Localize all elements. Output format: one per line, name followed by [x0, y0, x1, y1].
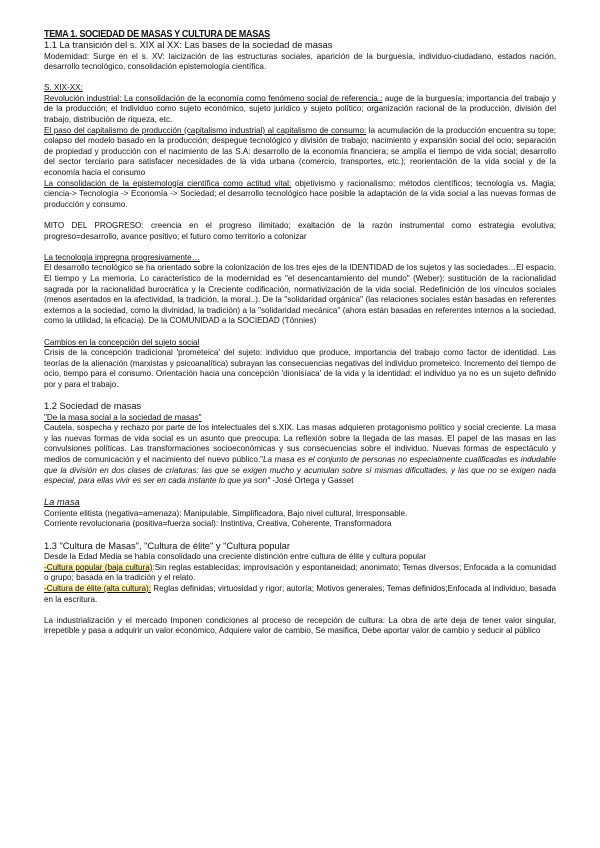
ortega-author: -José Ortega y Gasset	[270, 476, 354, 486]
section-1-2-subheading: "De la masa social a la sociedad de masas"	[44, 412, 202, 422]
corriente-revolucionaria: Corriente revolucionaria (positiva=fuerza social): Instintiva, Creativa, Coherente, Transformadora	[44, 519, 392, 529]
document-title: TEMA 1. SOCIEDAD DE MASAS Y CULTURA DE MASAS	[44, 28, 270, 40]
revolucion-industrial-text: auge de la burguesía; importancia del trabajo y de la producción; el Individuo como sujeto económico, sujeto jurídico y sujeto político; organización racional de la producción, división del trabajo, distribución de riqueza, etc.	[44, 93, 557, 125]
cultura-elite-text: Reglas definidas; virtuosidad y rigor; autoría; Motivos generales; Temas definidos;Enfocada al individuo; basada en la escritura.	[44, 583, 557, 604]
section-1-3-heading: 1.3 "Cultura de Masas", "Cultura de élite" y "Cultura popular	[44, 540, 290, 551]
section-1-1-heading: 1.1 La transición del s. XIX al XX: Las bases de la sociedad de masas	[44, 40, 333, 50]
cultura-elite-label: -Cultura de élite (alta cultura):	[44, 583, 152, 593]
sujeto-paragraph: Crisis de la concepción tradicional 'prometeica' del sujeto: individuo que produce, importancia del trabajo como factor de identidad. Las teorías de la alienación (marxistas y psicoanalítica) subrayan las consecuencias negativas del individuo prometeico. Incremento del tiempo de ocio, tiempo para el consumo. Orientación hacia una concepción 'dionisíaca' de la vida y la identidad: el individuo ya no es un sujeto definido por y para el trabajo.	[44, 348, 556, 389]
epistemologia-paragraph	[44, 179, 556, 211]
mito-progreso-paragraph: MITO DEL PROGRESO: creencia en el progreso ilimitado; exaltación de la razón instrumental como estrategia evolutiva; progreso=desarrollo, avance positivo; el futuro como territorio a colonizar	[44, 221, 556, 241]
epistemologia-text: objetivismo y racionalismo; métodos científicos; tecnología vs. Magia; ciencia-> Tecnología -> Economía -> Sociedad; el desarrollo tecnológico hace posible la adaptación de la vida social a las nuevas formas de producción y consumo.	[44, 178, 556, 209]
siglos-heading: S. XIX-XX:	[44, 83, 83, 93]
capitalismo-text: la acumulación de la producción encuentra su tope; colapso del modelo basado en la producción; despegue tecnológico y división de trabajo; nacimiento y expansión social del ocio; separación de propiedad y producción con el nacimiento de las S.A: desarrollo de la economía financiera; se amplía el tiempo de vida social; desarrollo del sector terciario para satisfacer necesidades de la vida urbana (comercio, transportes, etc.); reorientación de la vida social y de la economía hacia el consumo	[44, 125, 556, 178]
ortega-quote: La masa es el conjunto de personas no especialmente cualificadas es indudable que la división en dos clases de criaturas: las que se exigen mucho y acumulan sobre sí mismas dificultades, y las que no se exigen nada especial, para ellas vivir es ser en cada instante lo que ya son"	[44, 454, 557, 486]
capitalismo-paragraph	[44, 126, 556, 179]
sociedad-masas-text: Cautela, sospecha y rechazo por parte de los intelectuales del s.XIX. Las masas adquieren protagonismo político y social creciente. La masa y las nuevas formas de vida social es un asunto que preocupa. La reflexión sobre la llegada de las masas. El papel de las masas en las convulsiones políticas. Las transformaciones socioeconómicas y sus consecuencias sobre el individuo. Nuevas formas de espectáculo y medios de comunicación y el nacimiento del nuevo público."	[44, 423, 556, 464]
corriente-elitista: Corriente elitista (negativa=amenaza): Manipulable, Simplificadora, Bajo nivel cultural, Irresponsable.	[44, 508, 408, 518]
modernidad-paragraph: Modernidad: Surge en el s. XV: laicización de las estructuras sociales, aparición de la burguesía, individuo-ciudadano, estados nación, desarrollo tecnológico, consolidación epistemología científica.	[44, 51, 556, 72]
edad-media-paragraph: Desde la Edad Media se había consolidado una creciente distinción entre cultura de élite y cultura popular	[44, 552, 427, 562]
tecnologia-heading: La tecnología impregna progresivamente…	[44, 252, 200, 262]
la-masa-heading: La masa	[44, 497, 80, 508]
cultura-popular-label: -Cultura popular (baja cultura)	[44, 562, 153, 572]
industrializacion-paragraph: La industrialización y el mercado Imponen condiciones al proceso de recepción de cultura: La obra de arte deja de tener valor singular, irrepetible y pasa a adquirir un valor económico, Adquiere valor de cambio, Se masifica, Debe aportar valor de cambio y seducir al público	[44, 615, 556, 636]
cultura-popular-text: :Sin reglas establecidas; improvisación y espontaneidad; anonimato; Temas diversos; Enfocada a la comunidad o grupo; basada en la tradición y el relato.	[44, 562, 556, 583]
sociedad-masas-paragraph	[44, 423, 556, 487]
epistemologia-label: La consolidación de la epistemología científica como actitud vital:	[44, 178, 292, 188]
section-1-2-heading: 1.2 Sociedad de masas	[44, 401, 142, 412]
revolucion-industrial-label: Revolución industrial: La consolidación de la economía como fenómeno social de referencia.:	[44, 93, 383, 103]
sujeto-heading: Cambios en la concepción del sujeto social	[44, 337, 200, 347]
revolucion-industrial-paragraph	[44, 94, 556, 126]
capitalismo-label: El paso del capitalismo de producción (capitalismo industrial) al capitalismo de consumo:	[44, 125, 367, 135]
tecnologia-paragraph: El desarrollo tecnológico se ha orientado sobre la colonización de los tres ejes de la IDENTIDAD de los sujetos y las sociedades…El espacio, El tiempo y La memoria. Lo característico de la modernidad es "el desencantamiento del mundo" (Weber): sustitución de la racionalidad sagrada por la racionalidad burocrática y la Creciente codificación, normativización de la vida social. Redefinición de los vínculos sociales (menos asentados en la afectividad, la tradición, la moral..). De la "solidaridad orgánica" (las relaciones sociales están basadas en referentes externos a la sociedad, como la divinidad, la tradición) a la "solidaridad mecánica" (ahora están basadas en referentes internos a la sociedad, como la utilidad, la eficacia). De la COMUNIDAD a la SOCIEDAD (Tönnies)	[44, 263, 556, 326]
cultura-popular-paragraph	[44, 563, 556, 584]
cultura-elite-paragraph	[44, 584, 556, 605]
